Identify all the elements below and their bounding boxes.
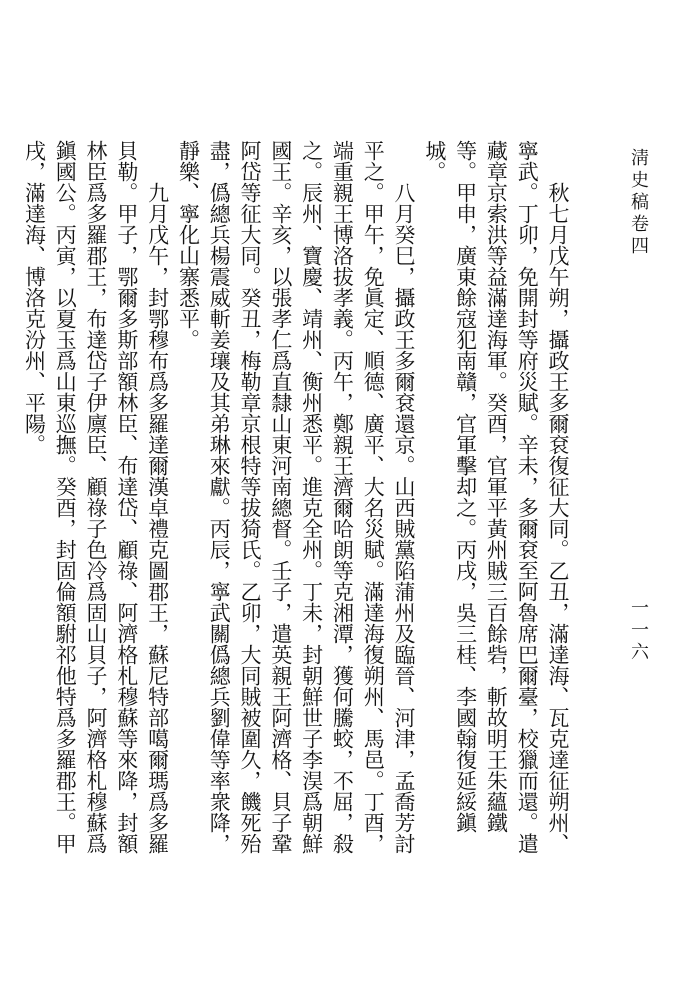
paragraph-ninth-month: 九月戊午，封鄂穆布爲多羅達爾漢卓禮克圖郡王，蘇尼特部噶爾瑪爲多羅貝勒。甲子，鄂爾多斯部額林臣、布達岱、顧祿、阿濟格札穆蘇等來降，封額林臣爲多羅郡王，布達岱子伊廪臣、顧祿子色冷爲固山貝子，阿濟格札穆蘇爲鎭國公。丙寅，以夏玉爲山東巡撫。癸酉，封固倫額駙祁他特爲多羅郡王。甲戌，滿達海、博洛克汾州、平陽。 — [22, 140, 170, 854]
page-number: 一一六 — [628, 598, 649, 664]
paragraph-eighth-month: 八月癸巳，攝政王多爾袞還京。山西賊黨陷蒲州及臨晉、河津，孟喬芳討平之。甲午，免眞定、順德、廣平、大名災賦。滿達海復朔州、馬邑。丁酉，端重親王博洛拔孝義。丙午，鄭親王濟爾哈朗等克湘潭，獲何騰蛟，不屈，殺之。辰州、寶慶、靖州、衡州悉平。進克全州。丁未，封朝鮮世子李淏爲朝鮮國王。辛亥，以張孝仁爲直隸山東河南總督。壬子，遣英親王阿濟格、貝子鞏阿岱等征大同。癸丑，梅勒章京根特等拔猗氏。乙卯，大同賊被圍久，饑死殆盡，僞總兵楊震威斬姜瓖及其弟琳來獻。丙辰，寧武關僞總兵劉偉等率衆降，靜樂、寧化山寨悉平。 — [176, 140, 417, 854]
body-text — [22, 140, 573, 870]
paragraph-seventh-month: 秋七月戊午朔，攝政王多爾袞復征大同。乙丑，滿達海、瓦克達征朔州、寧武。丁卯，免開封等府災賦。辛未，多爾袞至阿魯席巴爾臺，校獵而還。遣藏章京索洪等益滿達海軍。癸酉，官軍平黃州賊三百餘砦，斬故明王朱蘊鐵等。甲申，廣東餘寇犯南贛，官軍擊却之。丙戌，吳三桂、李國翰復延綏鎭城。 — [422, 140, 570, 854]
running-title: 淸史稿卷四 — [628, 148, 649, 258]
